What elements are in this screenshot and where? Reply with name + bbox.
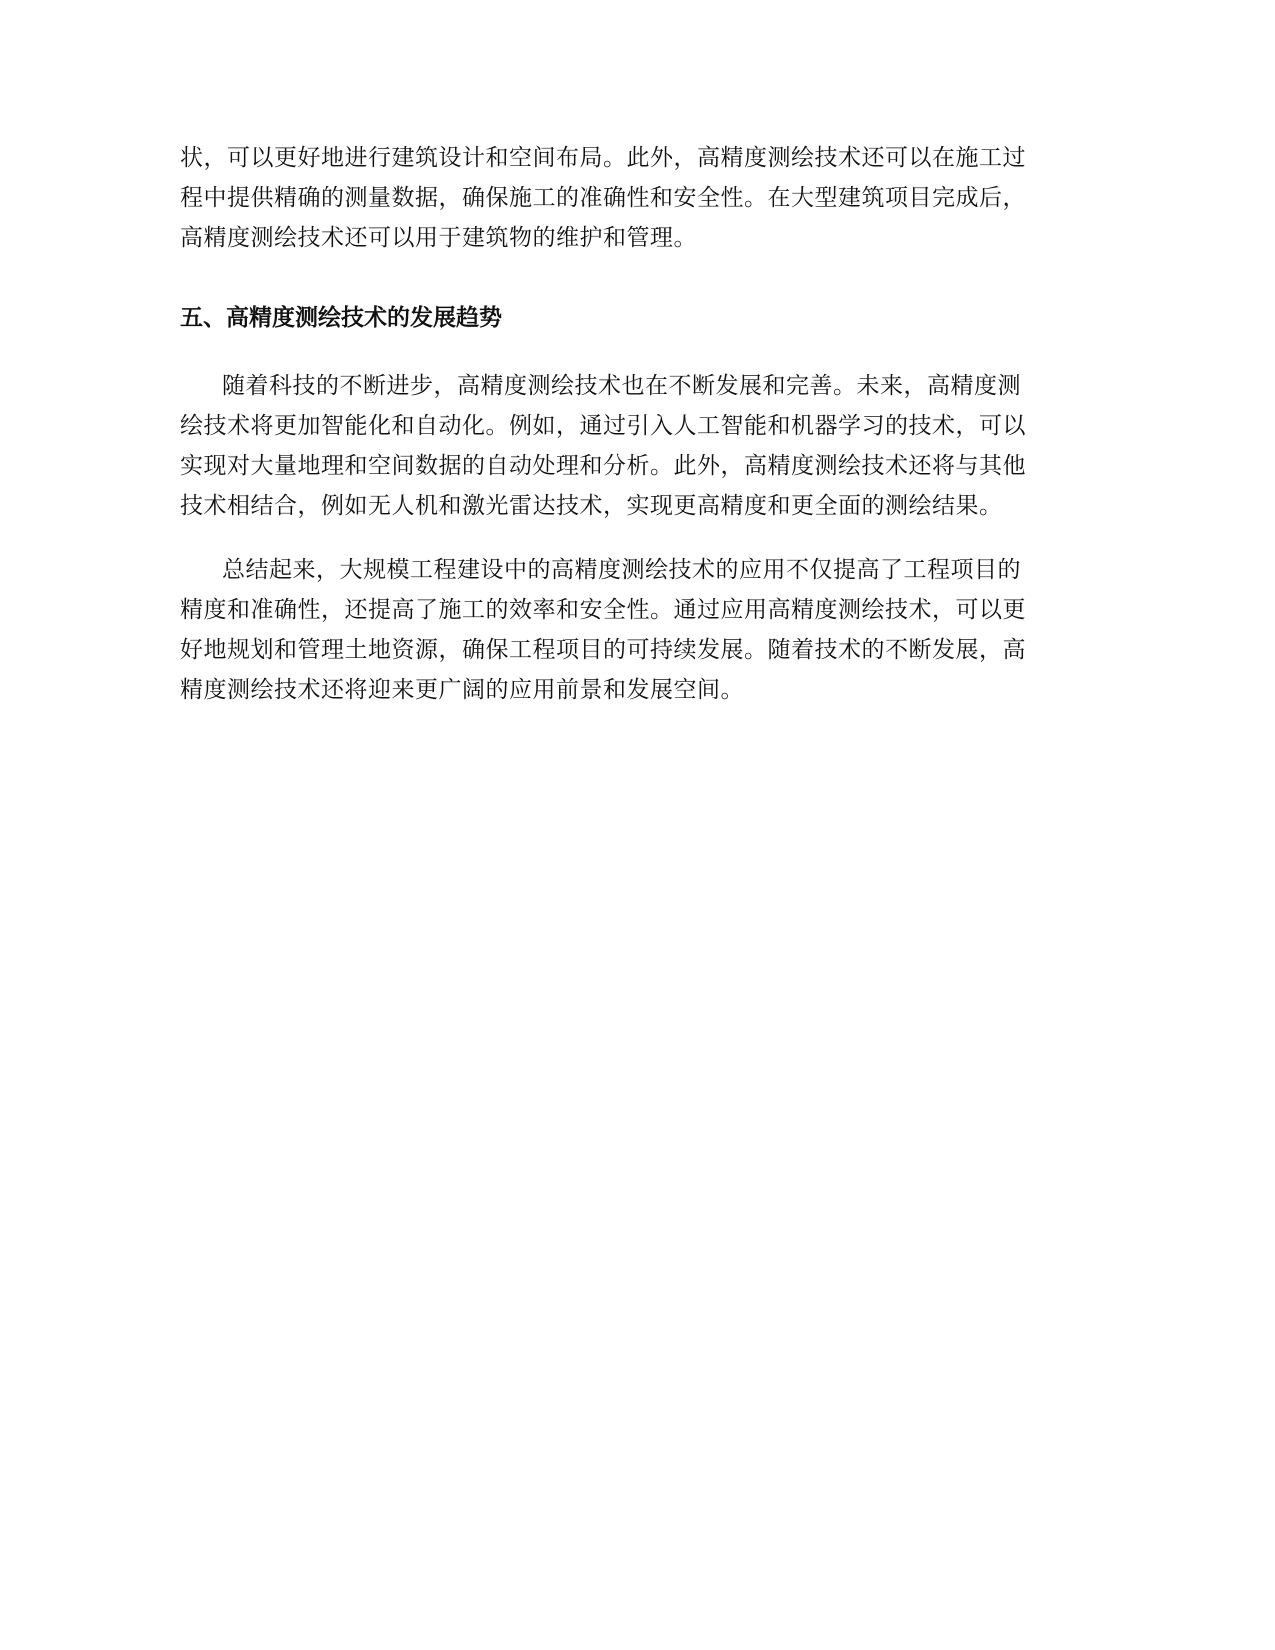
spacer (180, 338, 1035, 366)
text-line: 总结起来，大规模工程建设中的高精度测绘技术的应用不仅提高了工程项目的 (222, 557, 1021, 583)
text-line: 实现对大量地理和空间数据的自动处理和分析。此外，高精度测绘技术还将与其他 (180, 453, 1026, 479)
paragraph-development-trends (180, 366, 1035, 526)
text-line: 状，可以更好地进行建筑设计和空间布局。此外，高精度测绘技术还可以在施工过 (180, 145, 1026, 171)
paragraph-summary (180, 550, 1035, 710)
text-line: 精度和准确性，还提高了施工的效率和安全性。通过应用高精度测绘技术，可以更 (180, 597, 1026, 623)
text-line: 精度测绘技术还将迎来更广阔的应用前景和发展空间。 (180, 677, 744, 703)
continuation-paragraph (180, 138, 1035, 258)
text-line: 绘技术将更加智能化和自动化。例如，通过引入人工智能和机器学习的技术，可以 (180, 413, 1026, 439)
spacer (180, 526, 1035, 550)
section-heading: 五、高精度测绘技术的发展趋势 (180, 305, 502, 331)
text-line: 程中提供精确的测量数据，确保施工的准确性和安全性。在大型建筑项目完成后， (180, 185, 1026, 211)
spacer (180, 258, 1035, 298)
text-line: 随着科技的不断进步，高精度测绘技术也在不断发展和完善。未来，高精度测 (222, 373, 1021, 399)
text-line: 技术相结合，例如无人机和激光雷达技术，实现更高精度和更全面的测绘结果。 (180, 493, 1003, 519)
document-page (180, 138, 1035, 710)
text-line: 高精度测绘技术还可以用于建筑物的维护和管理。 (180, 225, 697, 251)
text-line: 好地规划和管理土地资源，确保工程项目的可持续发展。随着技术的不断发展，高 (180, 637, 1026, 663)
